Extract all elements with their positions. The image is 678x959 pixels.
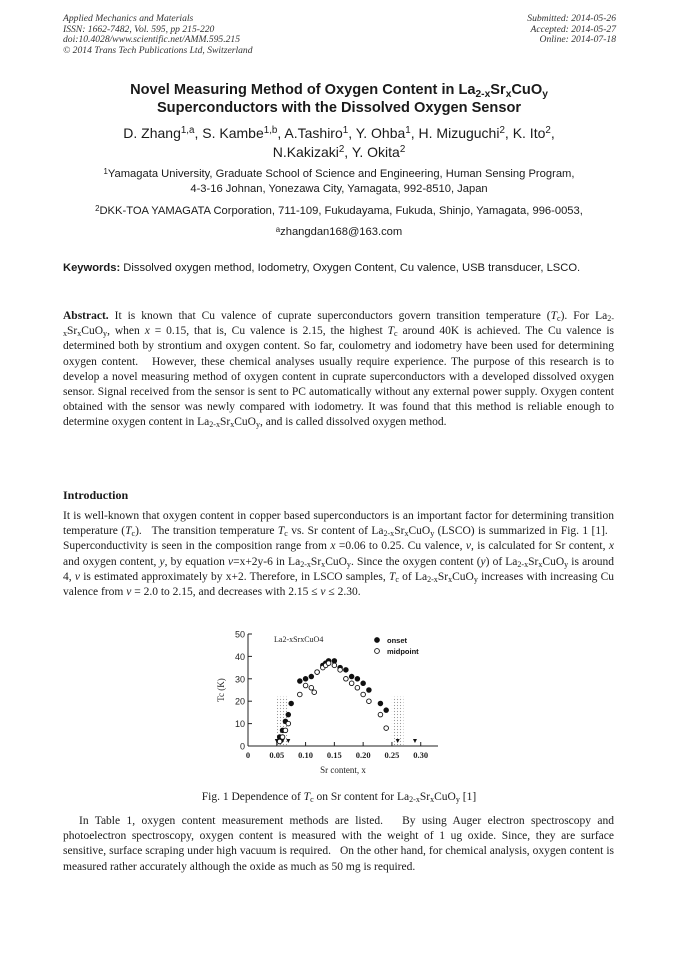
x-tick-label: 0.30 [413,750,429,760]
onset-point [349,674,354,679]
x-tick-label: 0.15 [326,750,342,760]
journal-header-right [527,14,616,46]
affiliation-1: $^1$Yamagata University, Graduate School of Science and Engineering, Human Sensing Program, 4-3-16 Johnan, Yonezawa City, Yamagata, 992-8510, Japan [103,167,575,195]
journal-name: Applied Mechanics and Materials [63,13,194,24]
legend-marker [375,649,380,654]
x-axis-label: Sr content, x [320,765,366,775]
accepted-date: Accepted: 2014-05-27 [530,23,616,35]
onset-point [378,701,383,706]
introduction-paragraph: It is well-known that oxygen content in copper based superconductors is an important factor for determining transition temperature $(T_c)$. The transition temperature $T_c$ vs. Sr content of $La_{2-x}Sr_xCuO_y$ (LSCO) is summarized in Fig. 1 [1]. Superconductivity is seen in the composition range from x =0.06 to 0.25. Cu valence, v, is calculated for Sr content, x and oxygen content, y, by equation v=x+2y-6 in $La_{2-x}Sr_xCuO_y$. Since the oxygen content (y) of $La_{2-x}Sr_xCuO_y$ is around 4, v is estimated approximately by x+2. Therefore, in LSCO samples, $T_c$ of $La_{2-x}Sr_xCuO_y$ increases with increasing Cu valence from v = 2.0 to 2.15, and decreases with 2.15 ≤ v ≤ 2.30. [63,510,615,599]
midpoint-point [283,728,288,733]
onset-point [309,674,314,679]
abstract: Abstract. It is known that Cu valence of cuprate superconductors govern transition temperature $(T_c)$. For $La_{2-x}Sr_xCuO_y$, when x = 0.15, that is, Cu valence is 2.15, the highest $T_c$ around 40K is achieved. The Cu valence is determined both by strontium and oxygen content. So far, coulometry and iodometry have been used for determining oxygen content. However, these chemical analyses usually require experience. The purpose of this research is to develop a novel measuring method of oxygen content in cuprate superconductors with a developed dissolved oxygen sensor. Signal received from the sensor is sent to PC automatically without any external power supply. Oxygen content obtained with the sensor was newly compared with iodometry. It was found that this method is reliable enough to determine oxygen content in $La_{2-x}Sr_xCuO_y$, and is called dissolved oxygen method. [63,310,614,430]
x-tick-label: 0.05 [269,750,285,760]
paragraph-table1: In Table 1, oxygen content measurement methods are listed. By using Auger electron spectroscopy and photoelectron spectroscopy, oxygen content is measured with the weight of 1 ug oxide. Since, they are surface sensitive, surface scraping under high vacuum is required. On the other hand, for chemical analysis, oxygen content is measured rather accurately although the oxide as much as 50 mg is required. [63,815,614,873]
y-tick-label: 30 [234,674,245,685]
figure-caption: Fig. 1 Dependence of $T_c$ on Sr content for $La_{2-x}Sr_xCuO_y$ [1] [201,791,477,804]
journal-issn: ISSN: 1662-7482, Vol. 595, pp 215-220 [63,23,215,35]
journal-header-left [63,14,253,57]
midpoint-point [326,661,331,666]
onset-point [303,677,308,682]
midpoint-point [332,663,337,668]
midpoint-point [349,681,354,686]
y-tick-label: 20 [234,696,245,707]
journal-doi: doi:10.4028/www.scientific.net/AMM.595.215 [63,34,241,46]
x-tick-label: 0.10 [298,750,314,760]
midpoint-point [361,692,366,697]
journal-copyright: © 2014 Trans Tech Publications Ltd, Switzerland [63,45,253,57]
legend-label: onset [387,636,408,645]
midpoint-point [378,712,383,717]
figure-1 [210,626,450,778]
midpoint-point [277,739,282,744]
midpoint-point [309,685,314,690]
y-axis-label: Tc (K) [216,678,226,702]
onset-point [332,659,337,664]
y-tick-label: 50 [234,629,245,640]
midpoint-point [344,677,349,682]
onset-point [355,677,360,682]
y-tick-label: 40 [234,651,245,662]
keywords: Keywords: Dissolved oxygen method, Iodometry, Oxygen Content, Cu valence, USB transducer, LSCO. [63,262,581,274]
onset-point [367,688,372,693]
x-tick-label: 0.25 [384,750,400,760]
midpoint-point [384,726,389,731]
affiliation-2: $^2$DKK-TOA YAMAGATA Corporation, 711-109, Fukudayama, Fukuda, Shinjo, Yamagata, 996-0053, [95,204,583,217]
tc-vs-sr-chart [210,626,450,778]
x-tick-label: 0.20 [355,750,371,760]
midpoint-point [312,690,317,695]
midpoint-point [367,699,372,704]
arrow-marker [413,739,417,743]
shaded-region [392,697,404,746]
section-heading-introduction: Introduction [63,488,129,502]
midpoint-point [303,683,308,688]
legend-label: midpoint [387,647,419,656]
y-tick-label: 10 [234,719,245,730]
onset-point [286,712,291,717]
submitted-date: Submitted: 2014-05-26 [527,13,616,24]
midpoint-point [338,668,343,673]
onset-point [344,668,349,673]
onset-point [361,681,366,686]
online-date: Online: 2014-07-18 [539,34,616,46]
author-email: $^a$zhangdan168@163.com [275,225,403,238]
midpoint-point [355,685,360,690]
x-tick-label: 0 [245,750,251,760]
onset-point [298,679,303,684]
midpoint-point [298,692,303,697]
midpoint-point [280,735,285,740]
y-tick-label: 0 [239,741,245,752]
onset-point [289,701,294,706]
paper-title: Novel Measuring Method of Oxygen Content in $La_{2-x}Sr_xCuO_y$ Superconductors with the Dissolved Oxygen Sensor [130,82,548,116]
legend-title: La2-xSrxCuO4 [274,635,324,644]
midpoint-point [286,721,291,726]
legend-marker [375,638,380,643]
midpoint-point [315,670,320,675]
author-list: D. Zhang$^{1,a}$, S. Kambe$^{1,b}$, A.Tashiro$^1$, Y. Ohba$^1$, H. Mizuguchi$^2$, K. Ito$^2$, N.Kakizaki$^2$, Y. Okita$^2$ [123,124,555,160]
onset-point [384,708,389,713]
